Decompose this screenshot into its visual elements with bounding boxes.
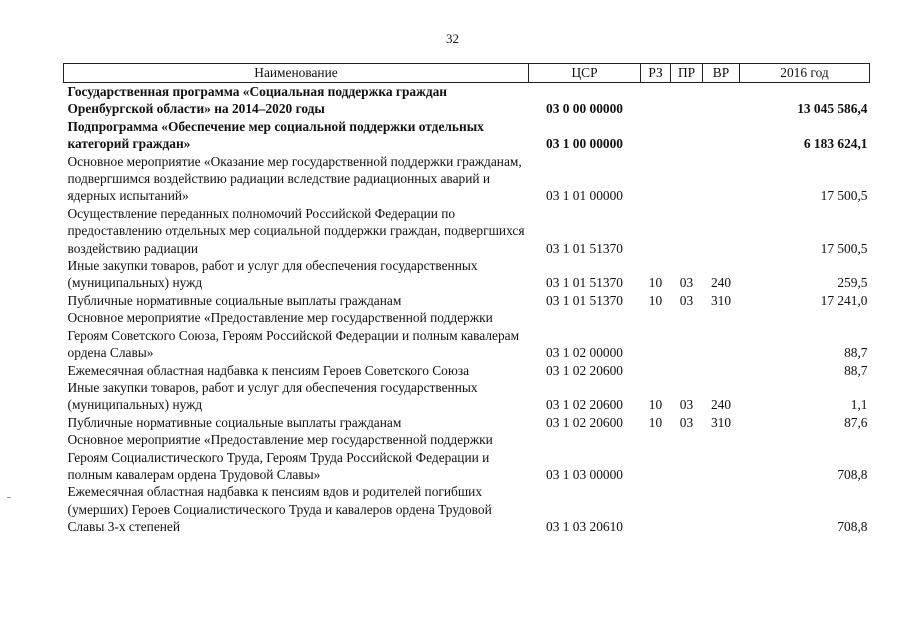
cell-csr: 03 1 00 00000	[546, 136, 623, 152]
cell-name: Подпрограмма «Обеспечение мер социальной поддержки отдельных категорий граждан»	[67, 118, 484, 152]
cell-pr	[671, 205, 703, 257]
cell-pr: 03	[679, 397, 694, 413]
cell-csr: 03 1 02 20600	[546, 414, 623, 430]
cell-vr: 240	[710, 275, 732, 291]
cell-csr: 03 1 01 51370	[546, 275, 623, 291]
header-name: Наименование	[64, 64, 529, 83]
cell-rz	[641, 309, 671, 361]
cell-sum: 6 183 624,1	[803, 136, 868, 152]
cell-name: Ежемесячная областная надбавка к пенсиям Героев Советского Союза	[67, 362, 470, 378]
budget-table	[63, 63, 870, 536]
cell-sum: 17 500,5	[820, 188, 868, 204]
cell-sum: 17 241,0	[820, 292, 868, 308]
cell-name: Основное мероприятие «Предоставление мер государственной поддержки Героям Социалистического Труда, Героям Труда Российской Федерации и полным кавалерам ордена Трудовой Славы»	[67, 432, 493, 482]
table-row	[64, 292, 870, 309]
table-row	[64, 153, 870, 205]
cell-rz	[641, 431, 671, 483]
table-row	[64, 309, 870, 361]
cell-pr	[671, 118, 703, 153]
cell-csr: 03 1 01 51370	[546, 292, 623, 308]
cell-sum: 17 500,5	[820, 240, 868, 256]
table-row	[64, 379, 870, 414]
cell-vr	[703, 431, 740, 483]
cell-name: Основное мероприятие «Предоставление мер государственной поддержки Героям Советского Союза, Героям Российской Федерации и полным кавалерам ордена Славы»	[67, 310, 520, 361]
table-header	[64, 64, 870, 83]
cell-sum: 88,7	[844, 362, 868, 378]
cell-rz: 10	[648, 275, 663, 291]
header-pr: ПР	[671, 64, 703, 83]
cell-pr	[671, 153, 703, 205]
cell-csr: 03 1 01 51370	[546, 240, 623, 256]
header-vr: ВР	[703, 64, 740, 83]
cell-rz	[641, 205, 671, 257]
cell-sum: 88,7	[844, 345, 868, 361]
cell-vr: 310	[710, 292, 732, 308]
cell-name: Осуществление переданных полномочий Российской Федерации по предоставлению отдельных мер социальной поддержки граждан, подвергшихся воздействию радиации	[67, 205, 525, 256]
cell-vr: 310	[710, 414, 732, 430]
table-row	[64, 483, 870, 535]
scan-mark	[7, 497, 11, 498]
cell-pr: 03	[679, 292, 694, 308]
cell-pr: 03	[679, 414, 694, 430]
cell-csr: 03 1 02 20600	[546, 362, 623, 378]
cell-pr	[671, 483, 703, 535]
cell-csr: 03 0 00 00000	[546, 101, 623, 117]
cell-vr	[703, 118, 740, 153]
table-row	[64, 257, 870, 292]
cell-sum: 13 045 586,4	[797, 101, 868, 117]
cell-rz: 10	[648, 414, 663, 430]
cell-rz	[641, 153, 671, 205]
cell-rz: 10	[648, 292, 663, 308]
cell-vr	[703, 153, 740, 205]
cell-sum: 87,6	[844, 414, 868, 430]
header-rz: РЗ	[641, 64, 671, 83]
cell-pr: 03	[679, 275, 694, 291]
cell-name: Иные закупки товаров, работ и услуг для обеспечения государственных (муниципальных) нужд	[67, 258, 478, 291]
cell-pr	[671, 431, 703, 483]
table-row	[64, 431, 870, 483]
cell-rz	[641, 362, 671, 379]
header-row	[64, 64, 870, 83]
cell-name: Иные закупки товаров, работ и услуг для обеспечения государственных (муниципальных) нужд	[67, 379, 478, 413]
table-body	[64, 83, 870, 536]
cell-rz	[641, 483, 671, 535]
cell-vr	[703, 205, 740, 257]
cell-vr	[703, 362, 740, 379]
table-row	[64, 205, 870, 257]
cell-vr	[703, 309, 740, 361]
table-row	[64, 118, 870, 153]
cell-rz	[641, 118, 671, 153]
cell-name: Публичные нормативные социальные выплаты гражданам	[67, 292, 402, 308]
cell-pr	[671, 309, 703, 361]
cell-vr	[703, 83, 740, 118]
cell-csr: 03 1 03 20610	[546, 519, 623, 535]
cell-name: Публичные нормативные социальные выплаты гражданам	[67, 414, 402, 430]
cell-name: Ежемесячная областная надбавка к пенсиям вдов и родителей погибших (умерших) Героев Социалистического Труда и кавалеров ордена Трудовой Славы 3-х степеней	[67, 484, 492, 535]
cell-pr	[671, 362, 703, 379]
cell-rz	[641, 83, 671, 118]
cell-vr	[703, 483, 740, 535]
table-row	[64, 362, 870, 379]
cell-sum: 1,1	[850, 397, 868, 413]
cell-csr: 03 1 02 20600	[546, 397, 623, 413]
table-row	[64, 83, 870, 118]
table-row	[64, 414, 870, 431]
header-csr: ЦСР	[529, 64, 641, 83]
cell-rz: 10	[648, 397, 663, 413]
header-year: 2016 год	[740, 64, 870, 83]
cell-sum: 708,8	[837, 466, 868, 482]
cell-csr: 03 1 02 00000	[546, 345, 623, 361]
cell-csr: 03 1 01 00000	[546, 188, 623, 204]
page-number: 32	[446, 31, 459, 46]
cell-sum: 259,5	[837, 275, 868, 291]
cell-pr	[671, 83, 703, 118]
cell-name: Государственная программа «Социальная поддержка граждан Оренбургской области» на 2014–2020 годы	[67, 84, 448, 117]
cell-vr: 240	[710, 397, 732, 413]
cell-name: Основное мероприятие «Оказание мер государственной поддержки гражданам, подвергшимся воздействию радиации вследствие радиационных аварий и ядерных испытаний»	[67, 153, 522, 204]
cell-csr: 03 1 03 00000	[546, 466, 623, 482]
cell-sum: 708,8	[837, 519, 868, 535]
